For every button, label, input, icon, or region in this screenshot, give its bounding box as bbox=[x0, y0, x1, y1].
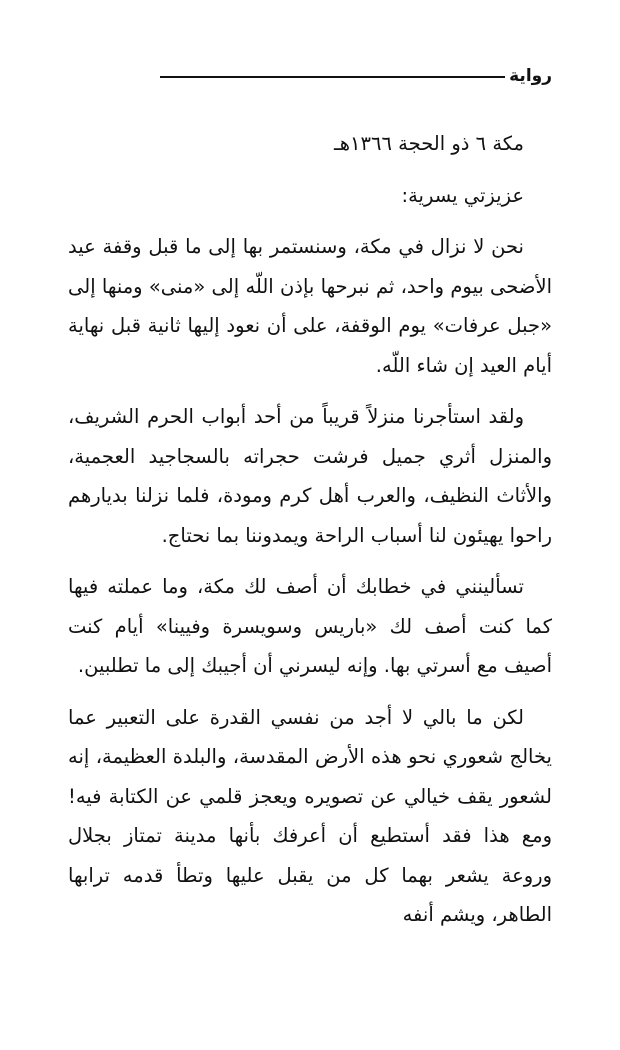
running-header bbox=[160, 62, 552, 90]
paragraph-3: تسألينني في خطابك أن أصف لك مكة، وما عملته فيها كما كنت أصف لك «باريس وسويسرة وفيينا» أيام كنت أصيف مع أسرتي بها. وإنه ليسرني أن أجيبك إلى ما تطلبين. bbox=[68, 575, 552, 677]
header-rule bbox=[160, 76, 505, 78]
paragraph-4: لكن ما بالي لا أجد من نفسي القدرة على التعبير عما يخالج شعوري نحو هذه الأرض المقدسة، والبلدة العظيمة، إنه لشعور يقف خيالي عن تصويره ويعجز قلمي عن الكتابة فيه! ومع هذا فقد أستطيع أن أعرفك بأنها مدينة تمتاز بجلال وروعة يشعر بهما كل من يقبل عليها وتطأ قدمه ترابها الطاهر، ويشم أنفه bbox=[68, 705, 552, 926]
letter-greeting: عزيزتي يسرية: bbox=[401, 183, 524, 207]
paragraph-1: نحن لا نزال في مكة، وسنستمر بها إلى ما قبل وقفة عيد الأضحى بيوم واحد، ثم نبرحها بإذن اللّه إلى «منى» ومنها إلى «جبل عرفات» يوم الوقفة، على أن نعود إليها ثانية قبل نهاية أيام العيد إن شاء اللّه. bbox=[68, 235, 552, 377]
letter-body bbox=[68, 124, 552, 947]
letter-date: مكة ٦ ذو الحجة ١٣٦٦هـ bbox=[334, 132, 524, 155]
header-title: رواية bbox=[509, 66, 552, 86]
paragraph-2: ولقد استأجرنا منزلاً قريباً من أحد أبواب الحرم الشريف، والمنزل أثري جميل فرشت حجراته بالسجاجيد العجمية، والأثاث النظيف، والعرب أهل كرم ومودة، فلما نزلنا بديارهم راحوا يهيئون لنا أسباب الراحة ويمدوننا بما نحتاج. bbox=[68, 405, 552, 547]
